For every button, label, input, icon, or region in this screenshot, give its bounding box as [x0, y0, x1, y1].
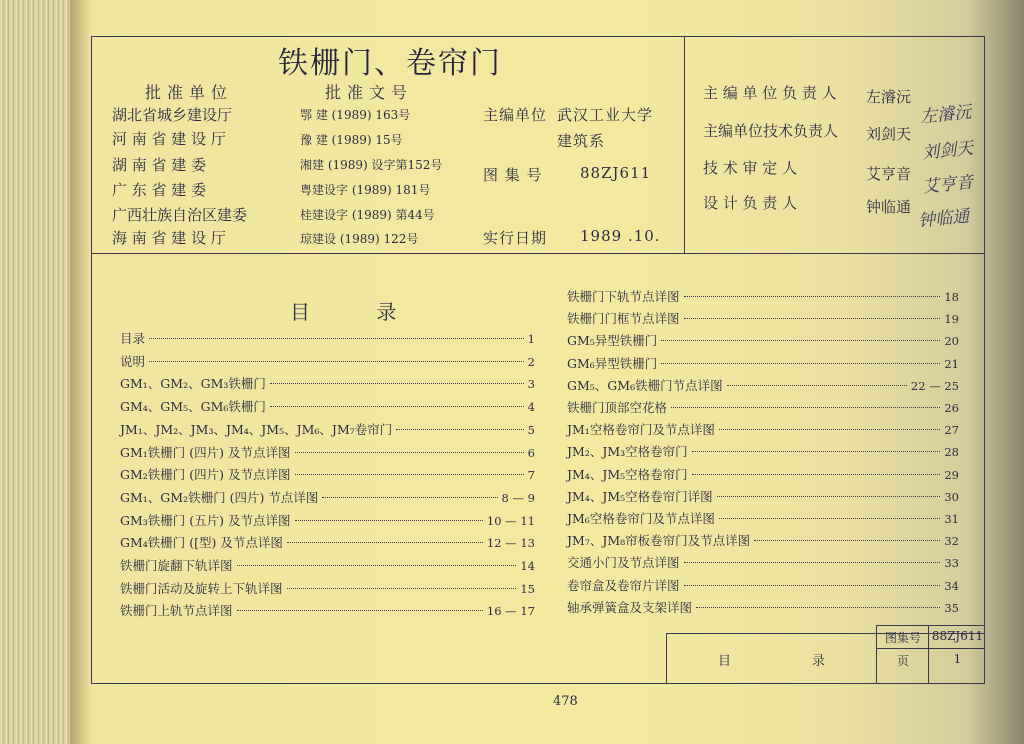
toc-entry: [120, 329, 535, 349]
title-block-atlas-value: 88ZJ611: [931, 629, 984, 643]
title-block-page-label: 页: [896, 654, 909, 668]
approval-unit: 广西壮族自治区建委: [112, 206, 248, 224]
toc-entry-page: 15: [520, 581, 535, 596]
toc-entry-page: 22 — 25: [910, 378, 959, 393]
page-number: 478: [553, 694, 578, 709]
toc-entry-label: JM₆空格卷帘门及节点详图: [567, 511, 715, 526]
toc-entry-label: GM₁铁栅门 (四片) 及节点详图: [120, 444, 291, 460]
approval-unit: 海 南 省 建 设 厅: [112, 229, 226, 247]
toc-entry-label: 铁栅门门框节点详图: [567, 311, 680, 327]
toc-leader-dots: [719, 429, 941, 430]
toc-entry-page: 10 — 11: [486, 513, 535, 528]
toc-entry-page: 32: [944, 534, 959, 549]
toc-entry-label: 卷帘盒及卷帘片详图: [567, 577, 680, 593]
toc-entry: [120, 420, 535, 440]
toc-entry-label: GM₁、GM₂铁栅门 (四片) 节点详图: [120, 489, 319, 505]
toc-entry: [567, 354, 959, 374]
toc-entry-label: GM₁、GM₂、GM₃铁栅门: [120, 376, 266, 392]
toc-leader-dots: [684, 562, 941, 563]
approval-unit: 湖 南 省 建 委: [112, 156, 207, 174]
toc-entry: [567, 465, 959, 485]
toc-entry-label: 说明: [120, 353, 146, 369]
toc-leader-dots: [719, 518, 941, 519]
toc-entry-label: 铁栅门顶部空花格: [567, 400, 668, 415]
toc-entry: [567, 553, 959, 573]
approval-doc: 桂建设字 (1989) 第44号: [300, 208, 435, 222]
toc-entry-label: 铁栅门旋翻下轨详图: [120, 558, 233, 573]
toc-entry-label: 铁栅门上轨节点详图: [120, 603, 233, 619]
signature: 刘剑天: [921, 138, 975, 164]
toc-entry-page: 16 — 17: [486, 604, 535, 619]
signature: 左濬沅: [919, 102, 973, 128]
toc-entry-label: JM₁、JM₂、JM₃、JM₄、JM₅、JM₆、JM₇卷帘门: [120, 421, 393, 437]
toc-entry-label: 交通小门及节点详图: [567, 555, 680, 571]
toc-entry: [120, 533, 535, 553]
edit-unit-value: 武汉工业大学: [557, 106, 654, 124]
toc-entry-label: 目录: [120, 331, 146, 346]
toc-entry-page: 18: [944, 290, 959, 304]
toc-entry-page: 31: [944, 512, 959, 526]
toc-entry: [567, 531, 959, 551]
toc-entry-label: JM₂、JM₃空格卷帘门: [567, 444, 688, 460]
toc-entry-page: 20: [944, 334, 959, 349]
toc-entry: [120, 579, 535, 599]
toc-leader-dots: [295, 474, 524, 475]
toc-entry-label: 轴承弹簧盒及支架详图: [567, 599, 693, 615]
toc-leader-dots: [237, 565, 517, 566]
toc-entry-page: 7: [527, 468, 535, 483]
title-block-atlas-label: 图集号: [884, 631, 921, 645]
toc-entry: [567, 420, 959, 440]
toc-leader-dots: [754, 540, 940, 541]
toc-entry: [567, 287, 959, 307]
toc-leader-dots: [295, 520, 483, 521]
toc-entry-page: 34: [944, 578, 959, 593]
toc-entry-page: 19: [944, 312, 959, 327]
toc-entry-page: 4: [527, 400, 535, 415]
toc-leader-dots: [270, 406, 524, 407]
toc-leader-dots: [671, 407, 940, 408]
approval-unit: 河 南 省 建 设 厅: [112, 130, 226, 148]
toc-entry-label: JM₇、JM₈帘板卷帘门及节点详图: [567, 533, 751, 549]
edit-unit-label: 主编单位: [483, 106, 548, 124]
toc-leader-dots: [237, 610, 483, 611]
toc-entry: [120, 374, 535, 394]
toc-leader-dots: [696, 607, 940, 608]
toc-entry-page: 28: [944, 445, 959, 460]
toc-entry-label: 铁栅门活动及旋转上下轨详图: [120, 580, 283, 596]
responsible-role: 主编单位技术负责人: [703, 122, 839, 140]
toc-entry-page: 6: [527, 445, 535, 460]
approval-unit-header: 批准单位: [145, 83, 234, 102]
toc-leader-dots: [684, 296, 941, 297]
header-divider: [91, 253, 985, 254]
toc-entry-label: GM₄、GM₅、GM₆铁栅门: [120, 399, 266, 415]
toc-entry-label: 铁栅门下轨节点详图: [567, 289, 680, 304]
toc-leader-dots: [684, 585, 941, 586]
toc-entry: [567, 442, 959, 462]
toc-entry-page: 8 — 9: [501, 490, 535, 505]
toc-entry: [567, 376, 959, 396]
toc-entry: [120, 443, 535, 463]
toc-entry-label: GM₂铁栅门 (四片) 及节点详图: [120, 467, 291, 483]
toc-leader-dots: [692, 474, 941, 475]
responsible-name: 左濬沅: [866, 88, 912, 106]
approval-doc: 豫 建 (1989) 15号: [300, 133, 403, 147]
toc-entry: [567, 576, 959, 596]
toc-entry-page: 2: [527, 354, 535, 369]
toc-entry-page: 14: [520, 559, 535, 573]
toc-entry: [120, 488, 535, 508]
responsible-name: 艾亨音: [866, 165, 912, 183]
approval-doc: 粤建设字 (1989) 181号: [300, 183, 431, 197]
responsible-name: 钟临通: [866, 198, 912, 216]
toc-leader-dots: [149, 361, 524, 362]
toc-entry: [567, 509, 959, 529]
toc-entry: [120, 465, 535, 485]
toc-entry: [567, 487, 959, 507]
toc-entry: [120, 556, 535, 576]
signature: 钟临通: [917, 206, 971, 232]
book-binding-shadow: [70, 0, 92, 744]
toc-entry-page: 27: [944, 423, 959, 438]
toc-entry: [567, 598, 959, 618]
toc-leader-dots: [396, 429, 523, 430]
atlas-number-label: 图 集 号: [483, 166, 543, 184]
signature: 艾亨音: [921, 172, 975, 198]
toc-entry-page: 3: [527, 377, 535, 392]
toc-entry-label: GM₄铁栅门 ([型) 及节点详图: [120, 535, 283, 551]
effective-date-value: 1989 .10.: [580, 227, 661, 245]
toc-entry-label: GM₆异型铁栅门: [567, 355, 658, 371]
responsible-role: 技 术 审 定 人: [703, 159, 798, 177]
toc-entry-page: 21: [944, 356, 959, 371]
title-block-page-value: 1: [953, 652, 962, 666]
toc-entry-page: 12 — 13: [486, 536, 535, 551]
toc-entry-page: 5: [527, 422, 535, 437]
document-title: 铁栅门、卷帘门: [278, 46, 502, 81]
toc-entry-label: JM₁空格卷帘门及节点详图: [567, 422, 715, 438]
approval-unit: 湖北省城乡建设厅: [112, 106, 233, 124]
toc-entry: [567, 309, 959, 329]
toc-entry-page: 29: [944, 467, 959, 482]
toc-leader-dots: [684, 318, 941, 319]
toc-entry-label: GM₅异型铁栅门: [567, 333, 658, 349]
toc-leader-dots: [295, 452, 524, 453]
title-block-name-2: 录: [812, 654, 826, 669]
responsible-role: 设 计 负 责 人: [703, 194, 798, 212]
approval-doc: 鄂 建 (1989) 163号: [300, 108, 411, 122]
toc-entry: [120, 352, 535, 372]
header-vertical-divider: [684, 36, 685, 254]
approval-doc-header: 批准文号: [325, 83, 414, 102]
toc-entry-label: GM₃铁栅门 (五片) 及节点详图: [120, 512, 291, 528]
toc-leader-dots: [322, 497, 497, 498]
toc-leader-dots: [270, 383, 524, 384]
toc-entry-page: 30: [944, 489, 959, 504]
toc-entry-label: JM₄、JM₅空格卷帘门详图: [567, 488, 713, 504]
edit-unit-value-2: 建筑系: [557, 132, 606, 150]
toc-entry: [120, 511, 535, 531]
toc-leader-dots: [287, 588, 517, 589]
toc-entry: [120, 397, 535, 417]
toc-entry-page: 1: [527, 332, 535, 346]
toc-entry: [120, 601, 535, 621]
toc-entry: [567, 398, 959, 418]
toc-entry: [567, 331, 959, 351]
approval-unit: 广 东 省 建 委: [112, 181, 207, 199]
toc-entry-label: JM₄、JM₅空格卷帘门: [567, 466, 688, 482]
toc-leader-dots: [661, 340, 940, 341]
responsible-name: 刘剑天: [866, 125, 912, 143]
effective-date-label: 实行日期: [483, 229, 548, 247]
toc-entry-label: GM₅、GM₆铁栅门节点详图: [567, 377, 723, 393]
toc-leader-dots: [692, 451, 941, 452]
toc-title: 目 录: [290, 300, 427, 324]
atlas-number-value: 88ZJ611: [580, 164, 652, 182]
title-block-name: 目: [718, 654, 732, 669]
toc-leader-dots: [661, 363, 940, 364]
approval-doc: 湘建 (1989) 设字第152号: [300, 158, 443, 172]
responsible-role: 主 编 单 位 负 责 人: [703, 84, 837, 102]
toc-entry-page: 33: [944, 556, 959, 571]
book-page-edges: [0, 0, 78, 744]
toc-entry-page: 35: [944, 600, 959, 615]
toc-entry-page: 26: [944, 401, 959, 415]
toc-leader-dots: [149, 338, 524, 339]
toc-leader-dots: [717, 496, 941, 497]
approval-doc: 琼建设 (1989) 122号: [300, 232, 419, 246]
toc-leader-dots: [287, 542, 483, 543]
toc-leader-dots: [727, 385, 907, 386]
